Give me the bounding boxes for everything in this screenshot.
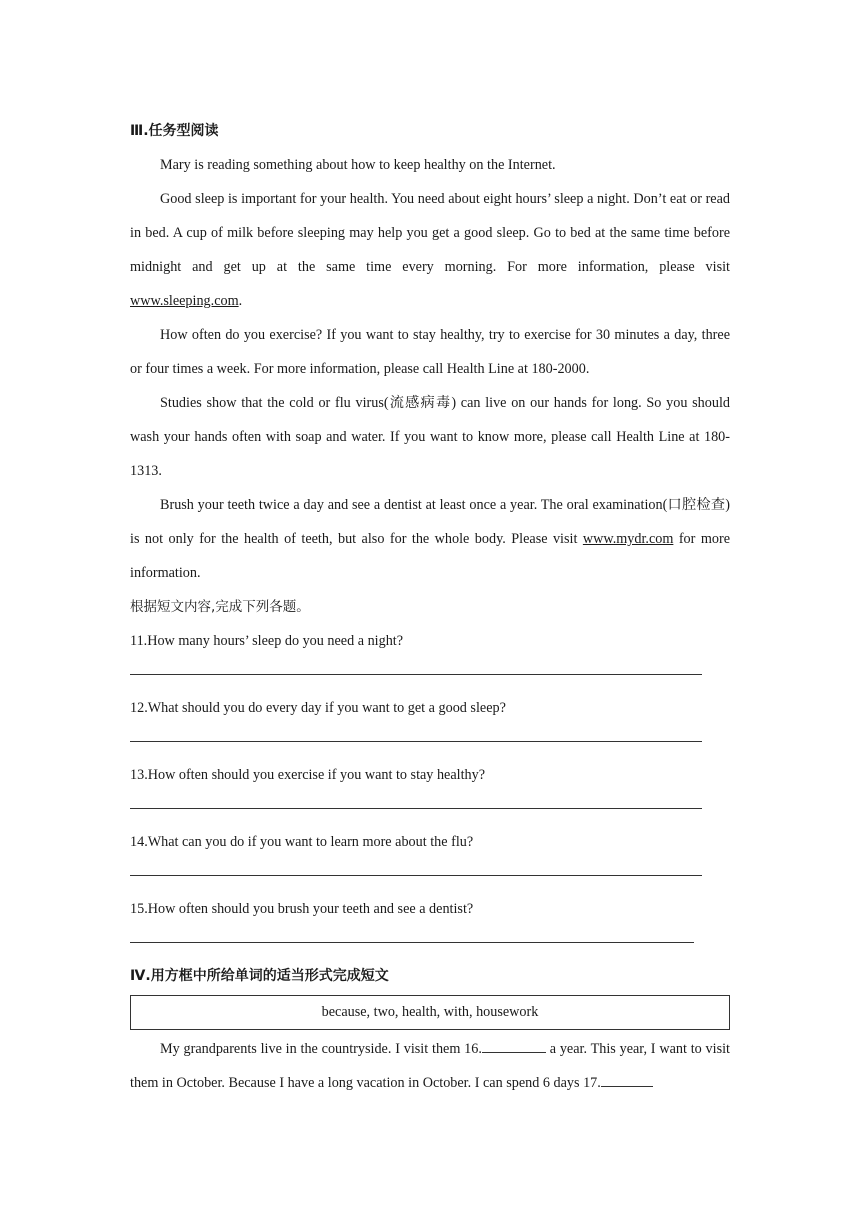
question-11: 11.How many hours’ sleep do you need a night? xyxy=(130,633,404,649)
exercise-paragraph: How often do you exercise? If you want to stay healthy, try to exercise for 30 minutes a day, three or four times a week. For more information, please call Health Line at 180-2000. xyxy=(130,327,730,377)
answer-line-14[interactable] xyxy=(130,859,730,892)
instruction-text: 根据短文内容,完成下列各题。 xyxy=(130,599,310,615)
cloze-paragraph xyxy=(130,1032,730,1100)
teeth-paragraph-end: for more information. xyxy=(130,531,730,581)
intro-paragraph: Mary is reading something about how to keep healthy on the Internet. xyxy=(160,157,556,173)
question-14: 14.What can you do if you want to learn more about the flu? xyxy=(130,834,474,850)
cloze-text-1: My grandparents live in the countryside. I visit them 16. xyxy=(160,1041,482,1057)
section-3-heading: Ⅲ.任务型阅读 xyxy=(130,123,219,139)
answer-line-12[interactable] xyxy=(130,725,730,758)
answer-line-11[interactable] xyxy=(130,658,730,691)
sleep-paragraph-text: Good sleep is important for your health. You need about eight hours’ sleep a night. Don’t eat or read in bed. A cup of milk before sleeping may help you get a good sleep. Go to bed at the same time before midnight and get up at the same time every morning. For more information, please visit xyxy=(130,191,730,275)
sleep-paragraph xyxy=(130,182,730,318)
blank-16[interactable] xyxy=(482,1038,546,1053)
teeth-paragraph xyxy=(130,488,730,590)
question-15: 15.How often should you brush your teeth and see a dentist? xyxy=(130,901,474,917)
section-4-heading: Ⅳ.用方框中所给单词的适当形式完成短文 xyxy=(130,968,389,984)
mydr-link[interactable]: www.mydr.com xyxy=(582,531,674,547)
cloze-text-2: a year. This year, I want to visit them in October. Because I have a long vacation in October. I can spend 6 days 17. xyxy=(130,1041,731,1091)
sleeping-link[interactable]: www.sleeping.com xyxy=(130,293,239,309)
answer-line-13[interactable] xyxy=(130,792,730,825)
teeth-paragraph-text: Brush your teeth twice a day and see a dentist at least once a year. The oral examination(口腔检查) is not only for the health of teeth, but also for the whole body. Please visit xyxy=(130,497,730,547)
word-box: because, two, health, with, housework xyxy=(130,995,730,1030)
question-13: 13.How often should you exercise if you want to stay healthy? xyxy=(130,767,485,783)
blank-17[interactable] xyxy=(601,1072,653,1087)
question-12: 12.What should you do every day if you want to get a good sleep? xyxy=(130,700,506,716)
sleep-paragraph-end: . xyxy=(238,293,243,309)
answer-line-15[interactable] xyxy=(130,926,730,959)
flu-paragraph: Studies show that the cold or flu virus(流感病毒) can live on our hands for long. So you should wash your hands often with soap and water. If you want to know more, please call Health Line at 180-1313. xyxy=(130,395,730,479)
worksheet-content xyxy=(130,114,730,1100)
